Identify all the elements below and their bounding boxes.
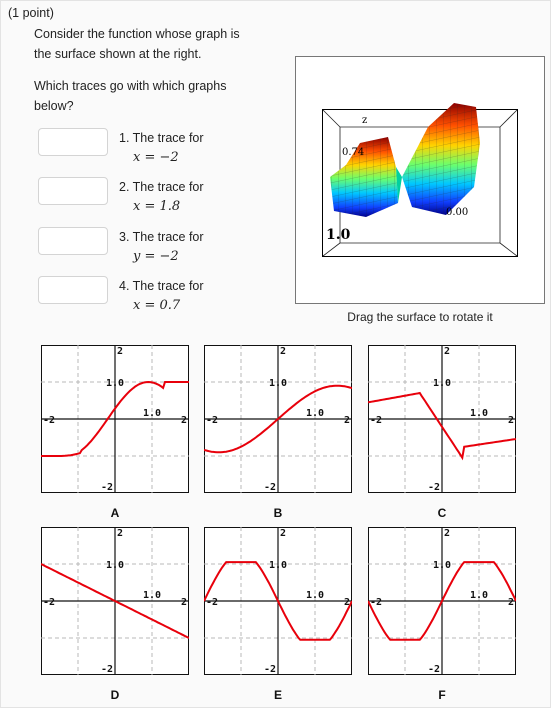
answer-input-2[interactable] xyxy=(38,177,108,205)
points-label: (1 point) xyxy=(8,6,54,20)
x-tick-right-label: 2 xyxy=(343,597,350,608)
problem-text-line1: Consider the function whose graph is xyxy=(34,27,240,41)
x-tick-right-label: 2 xyxy=(507,415,514,426)
graph-label-b: B xyxy=(273,506,283,520)
trace-graph-a xyxy=(41,345,189,493)
graph-label-f: F xyxy=(438,688,446,702)
y-tick-bottom-label: -2 xyxy=(100,664,113,675)
surface-plot[interactable] xyxy=(296,57,544,303)
surface-z-label: z xyxy=(362,115,368,126)
y-tick-top-label: 2 xyxy=(444,528,451,539)
graph-label-a: A xyxy=(110,506,120,520)
x-tick-one-label: 1.0 xyxy=(142,408,162,419)
x-tick-one-label: 1.0 xyxy=(142,590,162,601)
y-tick-bottom-label: -2 xyxy=(263,664,276,675)
question-label-1: 1. The trace for xyxy=(119,131,204,145)
y-tick-top-label: 2 xyxy=(117,346,124,357)
surface-tick-top: 0.74 xyxy=(342,147,365,158)
x-tick-left-label: -2 xyxy=(370,597,383,608)
x-tick-right-label: 2 xyxy=(507,597,514,608)
trace-graph-c xyxy=(368,345,516,493)
surface-viewer[interactable] xyxy=(295,56,545,304)
graph-label-c: C xyxy=(437,506,447,520)
x-tick-right-label: 2 xyxy=(180,415,187,426)
x-tick-right-label: 2 xyxy=(343,415,350,426)
y-tick-bottom-label: -2 xyxy=(427,482,440,493)
question-label-2: 2. The trace for xyxy=(119,180,204,194)
trace-graph-b xyxy=(204,345,352,493)
y-tick-one-label: 1.0 xyxy=(432,378,452,389)
y-tick-bottom-label: -2 xyxy=(263,482,276,493)
x-tick-left-label: -2 xyxy=(206,597,219,608)
answer-input-3[interactable] xyxy=(38,227,108,255)
graph-label-d: D xyxy=(110,688,120,702)
problem-text-line4: below? xyxy=(34,99,74,113)
x-tick-left-label: -2 xyxy=(43,597,56,608)
y-tick-bottom-label: -2 xyxy=(100,482,113,493)
y-tick-one-label: 1.0 xyxy=(105,378,125,389)
x-tick-left-label: -2 xyxy=(43,415,56,426)
y-tick-one-label: 1.0 xyxy=(268,560,288,571)
surface-tick-right: 0.00 xyxy=(446,207,469,218)
problem-text-line2: the surface shown at the right. xyxy=(34,47,202,61)
y-tick-one-label: 1.0 xyxy=(268,378,288,389)
problem-text-line3: Which traces go with which graphs xyxy=(34,79,227,93)
surface-tick-left: 1.0 xyxy=(326,227,351,243)
y-tick-bottom-label: -2 xyxy=(427,664,440,675)
question-equation-3: y = −2 xyxy=(133,249,179,264)
x-tick-one-label: 1.0 xyxy=(469,590,489,601)
x-tick-right-label: 2 xyxy=(180,597,187,608)
x-tick-left-label: -2 xyxy=(206,415,219,426)
y-tick-top-label: 2 xyxy=(280,528,287,539)
question-equation-2: x = 1.8 xyxy=(133,199,181,214)
x-tick-one-label: 1.0 xyxy=(469,408,489,419)
y-tick-one-label: 1.0 xyxy=(432,560,452,571)
y-tick-top-label: 2 xyxy=(280,346,287,357)
question-equation-1: x = −2 xyxy=(133,150,179,165)
x-tick-left-label: -2 xyxy=(370,415,383,426)
y-tick-top-label: 2 xyxy=(117,528,124,539)
trace-graph-d xyxy=(41,527,189,675)
question-equation-4: x = 0.7 xyxy=(133,298,181,313)
question-label-3: 3. The trace for xyxy=(119,230,204,244)
y-tick-one-label: 1.0 xyxy=(105,560,125,571)
x-tick-one-label: 1.0 xyxy=(305,590,325,601)
trace-graph-e xyxy=(204,527,352,675)
surface-caption: Drag the surface to rotate it xyxy=(347,310,493,324)
graph-label-e: E xyxy=(273,688,282,702)
x-tick-one-label: 1.0 xyxy=(305,408,325,419)
answer-input-1[interactable] xyxy=(38,128,108,156)
question-label-4: 4. The trace for xyxy=(119,279,204,293)
answer-input-4[interactable] xyxy=(38,276,108,304)
y-tick-top-label: 2 xyxy=(444,346,451,357)
trace-graph-f xyxy=(368,527,516,675)
